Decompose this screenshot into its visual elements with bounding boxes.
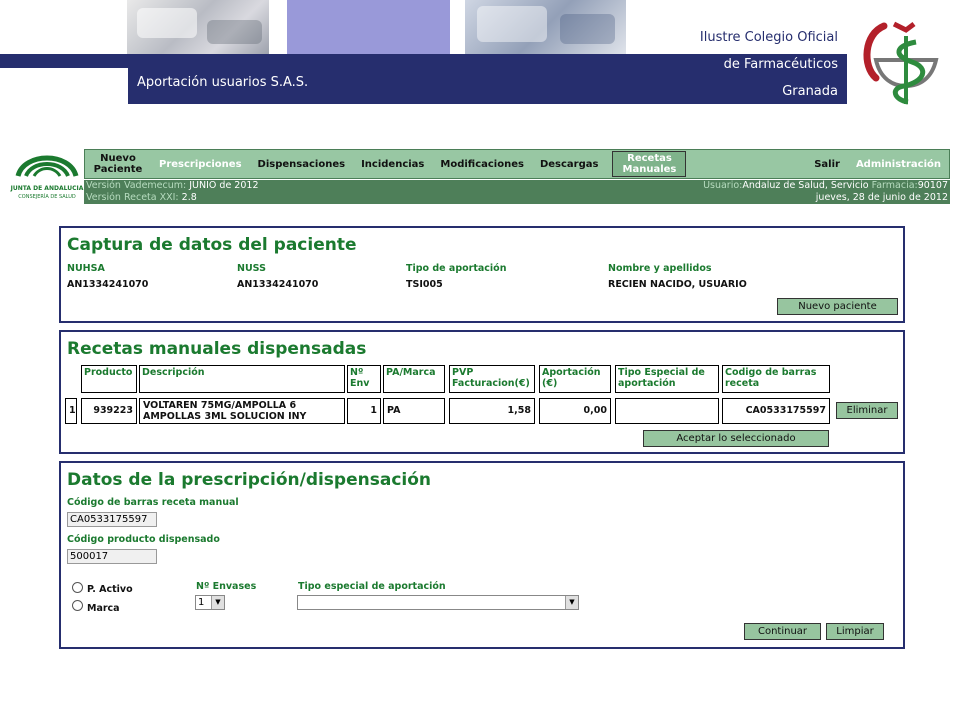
- usuario-value: Andaluz de Salud, Servicio: [742, 180, 869, 191]
- page-title: Aportación usuarios S.A.S.: [137, 75, 309, 90]
- org-name-line3: Granada: [782, 84, 838, 99]
- recetas-panel-title: Recetas manuales dispensadas: [67, 339, 367, 359]
- row-env: 1: [347, 398, 381, 424]
- col-aportacion: Aportación (€): [539, 365, 611, 393]
- row-tipo: [615, 398, 719, 424]
- patient-panel-title: Captura de datos del paciente: [67, 235, 357, 255]
- nav-nuevo-paciente[interactable]: Nuevo Paciente: [93, 153, 143, 175]
- recetas-panel: [59, 330, 905, 454]
- nav-descargas[interactable]: Descargas: [539, 158, 599, 170]
- header-color-block: [287, 0, 450, 54]
- nav-administracion[interactable]: Administración: [855, 158, 941, 170]
- row-index[interactable]: 1: [65, 398, 77, 424]
- col-pa-marca: PA/Marca: [383, 365, 445, 393]
- nav-salir[interactable]: Salir: [814, 158, 840, 170]
- aceptar-seleccionado-button[interactable]: Aceptar lo seleccionado: [643, 430, 829, 447]
- tipo-aportacion-value: TSI005: [406, 279, 443, 290]
- barcode-label: Código de barras receta manual: [67, 497, 239, 508]
- barcode-field[interactable]: CA0533175597: [67, 512, 157, 527]
- logo-text-1: JUNTA DE ANDALUCIA: [10, 185, 84, 192]
- chevron-down-icon: ▼: [211, 596, 224, 609]
- farmacia-label: Farmacia:: [871, 180, 918, 191]
- eliminar-button[interactable]: Eliminar: [836, 402, 898, 419]
- nuss-value: AN1334241070: [237, 279, 319, 290]
- farmacia-value: 90107: [917, 180, 948, 191]
- tipo-especial-select[interactable]: [297, 595, 579, 610]
- header-photo-right: [465, 0, 626, 54]
- marca-radio[interactable]: [72, 600, 83, 611]
- row-aportacion: 0,00: [539, 398, 611, 424]
- tipo-especial-label: Tipo especial de aportación: [298, 581, 446, 592]
- prescripcion-panel: [59, 461, 905, 649]
- nuhsa-value: AN1334241070: [67, 279, 149, 290]
- org-name-line1: Ilustre Colegio Oficial: [699, 30, 838, 45]
- usuario-label: Usuario:: [703, 180, 743, 191]
- nuhsa-label: NUHSA: [67, 263, 105, 274]
- chevron-down-icon: ▼: [565, 596, 578, 609]
- row-pvp: 1,58: [449, 398, 535, 424]
- nuss-label: NUSS: [237, 263, 266, 274]
- prescripcion-panel-title: Datos de la prescripción/dispensación: [67, 470, 432, 490]
- main-nav: [84, 149, 950, 179]
- row-pa: PA: [383, 398, 445, 424]
- logo-text-2: CONSEJERÍA DE SALUD: [18, 194, 76, 200]
- info-bar: [84, 180, 950, 204]
- receta-version-value: 2.8: [181, 192, 197, 203]
- vademecum-label: Versión Vademecum:: [86, 180, 187, 191]
- nav-incidencias[interactable]: Incidencias: [361, 158, 425, 170]
- pharmacy-logo-icon: [854, 16, 940, 108]
- envases-label: Nº Envases: [196, 581, 257, 592]
- p-activo-radio[interactable]: [72, 582, 83, 593]
- col-producto: Producto: [81, 365, 137, 393]
- nombre-label: Nombre y apellidos: [608, 263, 712, 274]
- p-activo-label: P. Activo: [87, 584, 133, 595]
- col-env: Nº Env: [347, 365, 381, 393]
- nav-modificaciones[interactable]: Modificaciones: [440, 158, 524, 170]
- nombre-value: RECIEN NACIDO, USUARIO: [608, 279, 747, 290]
- envases-value: 1: [198, 597, 205, 608]
- nav-recetas-manuales[interactable]: Recetas Manuales: [612, 151, 686, 177]
- nav-prescripciones[interactable]: Prescripciones: [159, 158, 242, 170]
- nav-dispensaciones[interactable]: Dispensaciones: [257, 158, 346, 170]
- col-tipo-especial: Tipo Especial de aportación: [615, 365, 719, 393]
- tipo-aportacion-label: Tipo de aportación: [406, 263, 507, 274]
- header-band-left: [0, 54, 128, 68]
- org-name-line2: de Farmacéuticos: [723, 57, 838, 72]
- continuar-button[interactable]: Continuar: [744, 623, 821, 640]
- vademecum-value: JUNIO de 2012: [189, 180, 259, 191]
- row-codigo: CA0533175597: [722, 398, 830, 424]
- col-codigo-barras: Codigo de barras receta: [722, 365, 830, 393]
- limpiar-button[interactable]: Limpiar: [826, 623, 884, 640]
- envases-select[interactable]: [195, 595, 225, 610]
- row-producto: 939223: [81, 398, 137, 424]
- junta-andalucia-logo-icon: [10, 146, 84, 204]
- nuevo-paciente-button[interactable]: Nuevo paciente: [777, 298, 898, 315]
- header-photo-left: [127, 0, 269, 54]
- row-descripcion: VOLTAREN 75MG/AMPOLLA 6 AMPOLLAS 3ML SOLUCION INY: [139, 398, 345, 424]
- current-date: jueves, 28 de junio de 2012: [815, 192, 948, 203]
- product-code-label: Código producto dispensado: [67, 534, 220, 545]
- patient-panel: [59, 226, 905, 323]
- marca-label: Marca: [87, 603, 120, 614]
- product-code-field[interactable]: 500017: [67, 549, 157, 564]
- col-pvp: PVP Facturacion(€): [449, 365, 535, 393]
- col-descripcion: Descripción: [139, 365, 345, 393]
- receta-version-label: Versión Receta XXI:: [86, 192, 179, 203]
